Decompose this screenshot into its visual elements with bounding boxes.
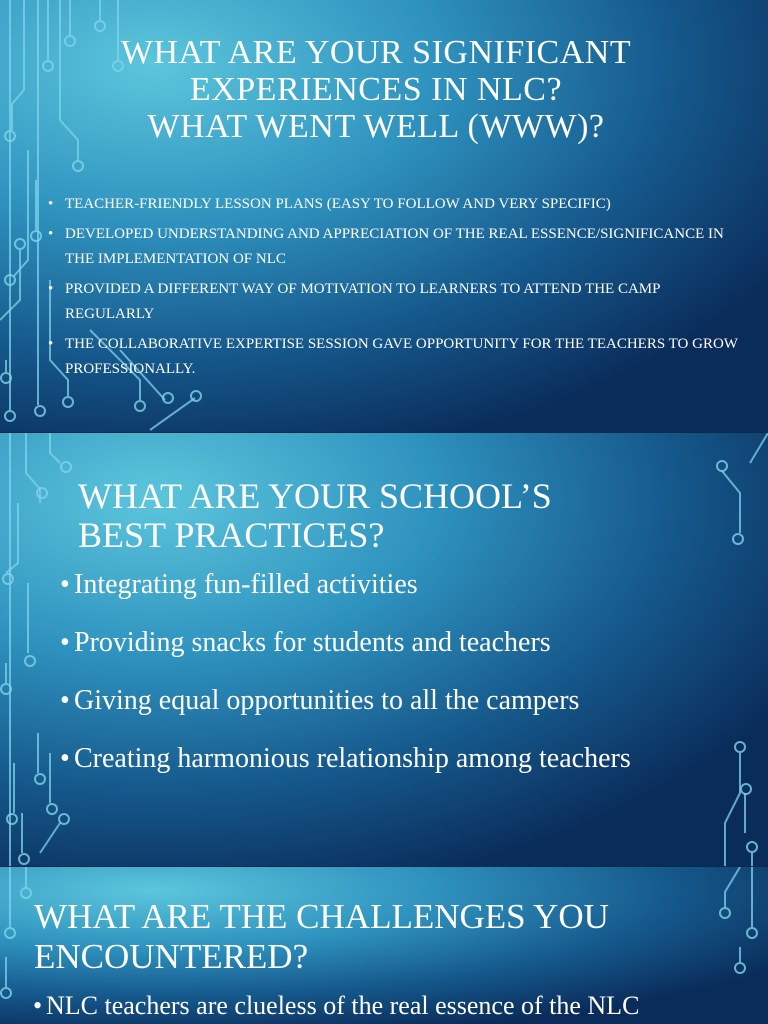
list-item bbox=[48, 222, 738, 272]
list-item-text: PROVIDED A DIFFERENT WAY OF MOTIVATION TO LEARNERS TO ATTEND THE CAMP REGULARLY bbox=[65, 281, 660, 322]
list-item bbox=[33, 987, 753, 1024]
title-line: WHAT WENT WELL (WWW)? bbox=[147, 108, 605, 145]
bullet-glyph: • bbox=[60, 569, 70, 600]
list-item-text: DEVELOPED UNDERSTANDING AND APPRECIATION OF THE REAL ESSENCE/SIGNIFICANCE IN THE IMPLEMENTATION OF NLC bbox=[65, 226, 724, 267]
slide-significant-experiences bbox=[0, 0, 768, 432]
list-item bbox=[60, 619, 740, 667]
list-item-text: TEACHER-FRIENDLY LESSON PLANS (EASY TO FOLLOW AND VERY SPECIFIC) bbox=[65, 196, 611, 212]
bullet-glyph: • bbox=[48, 281, 54, 297]
slide-challenges bbox=[0, 867, 768, 1024]
list-item bbox=[48, 332, 738, 382]
list-item bbox=[60, 735, 740, 783]
bullet-list bbox=[33, 987, 753, 1024]
title-line: ENCOUNTERED? bbox=[34, 937, 309, 976]
title-line: WHAT ARE THE CHALLENGES YOU bbox=[34, 897, 609, 936]
bullet-glyph: • bbox=[48, 336, 54, 352]
bullet-glyph: • bbox=[60, 743, 70, 774]
bullet-glyph: • bbox=[48, 226, 54, 242]
list-item bbox=[48, 277, 738, 327]
title-line: EXPERIENCES IN NLC? bbox=[189, 71, 563, 108]
list-item-text: Integrating fun-filled activities bbox=[74, 569, 418, 600]
list-item bbox=[48, 192, 738, 217]
title-line: BEST PRACTICES? bbox=[78, 515, 385, 555]
bullet-glyph: • bbox=[60, 627, 70, 658]
bullet-glyph: • bbox=[60, 685, 70, 716]
list-item bbox=[60, 677, 740, 725]
list-item-text: NLC teachers are clueless of the real essence of the NLC bbox=[46, 991, 640, 1020]
slide-best-practices bbox=[0, 433, 768, 866]
bullet-list bbox=[60, 561, 740, 793]
slide-title bbox=[34, 897, 609, 977]
bullet-list bbox=[48, 192, 738, 387]
slide-title bbox=[60, 34, 692, 145]
list-item-text: THE COLLABORATIVE EXPERTISE SESSION GAVE OPPORTUNITY FOR THE TEACHERS TO GROW PROFESSIONALLY. bbox=[65, 336, 738, 377]
title-line: WHAT ARE YOUR SCHOOL’S bbox=[78, 476, 552, 516]
list-item-text: Providing snacks for students and teachers bbox=[74, 627, 551, 658]
list-item-text: Giving equal opportunities to all the campers bbox=[74, 685, 580, 716]
bullet-glyph: • bbox=[48, 196, 54, 212]
slide-title bbox=[78, 477, 552, 555]
bullet-glyph: • bbox=[33, 991, 43, 1020]
title-line: WHAT ARE YOUR SIGNIFICANT bbox=[120, 34, 632, 71]
list-item-text: Creating harmonious relationship among teachers bbox=[74, 743, 631, 774]
list-item bbox=[60, 561, 740, 609]
